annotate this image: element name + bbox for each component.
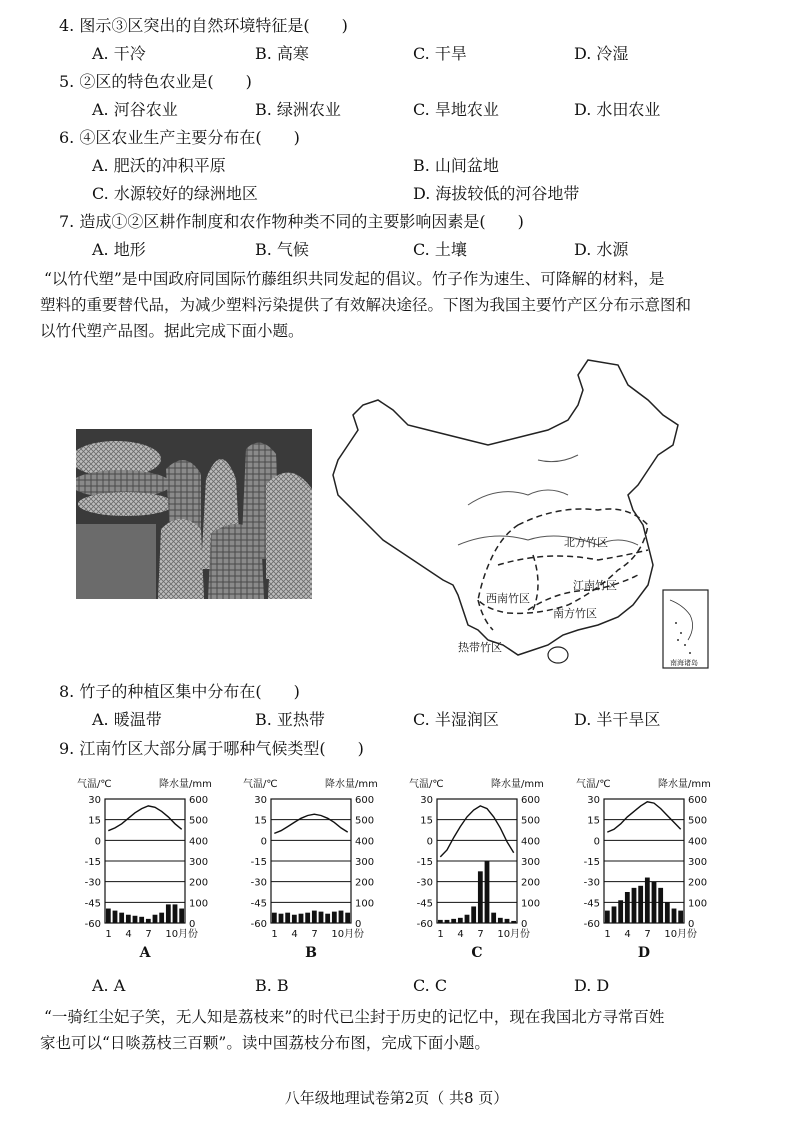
precip-tick-label: 200	[521, 877, 541, 889]
precip-bar	[173, 904, 178, 923]
precip-tick-label: 100	[355, 898, 375, 910]
label-north-bamboo: 北方竹区	[564, 536, 608, 549]
temperature-line	[440, 806, 513, 857]
month-tick-label: 4	[624, 929, 631, 940]
precip-tick-label: 600	[355, 795, 375, 806]
temp-tick-label: -60	[250, 919, 267, 930]
q8-option-d[interactable]: D. 半干旱区	[574, 710, 661, 729]
temp-tick-label: -15	[84, 857, 101, 868]
precip-bar	[478, 871, 483, 923]
q7-option-a[interactable]: A. 地形	[92, 240, 146, 259]
temp-tick-label: 0	[260, 836, 267, 848]
precip-bar	[332, 912, 337, 923]
precip-bar	[498, 918, 503, 923]
precip-bar	[612, 906, 617, 923]
chart-title: C	[471, 945, 483, 961]
label-south-bamboo: 南方竹区	[553, 607, 597, 620]
precip-tick-label: 100	[688, 898, 708, 910]
precip-tick-label: 400	[355, 836, 375, 848]
question-5-stem: 5. ②区的特色农业是( )	[59, 72, 252, 91]
q5-option-b[interactable]: B. 绿洲农业	[255, 100, 341, 119]
temp-tick-label: 0	[94, 836, 101, 848]
temp-axis-label: 气温/℃	[77, 779, 112, 790]
temperature-line	[607, 802, 680, 832]
precip-bar	[106, 909, 111, 923]
precip-bar	[166, 904, 171, 923]
q6-option-d[interactable]: D. 海拔较低的河谷地带	[413, 184, 580, 203]
precip-bar	[113, 911, 118, 923]
q4-option-b[interactable]: B. 高寒	[255, 44, 309, 63]
precip-bar	[605, 911, 610, 923]
precip-bar	[505, 919, 510, 923]
chart-title: D	[637, 945, 651, 961]
month-tick-label: 10月份	[664, 929, 698, 940]
temp-tick-label: -30	[416, 877, 433, 889]
precip-tick-label: 100	[521, 898, 541, 910]
precip-bar	[652, 882, 657, 923]
temp-tick-label: 30	[587, 795, 600, 806]
precip-bar	[146, 919, 151, 923]
temp-tick-label: -15	[583, 857, 600, 868]
temp-tick-label: -60	[583, 919, 600, 930]
precip-bar	[638, 886, 643, 923]
precip-bar	[345, 913, 350, 923]
precip-tick-label: 600	[688, 795, 708, 806]
temperature-line	[274, 814, 347, 833]
precip-tick-label: 300	[688, 857, 708, 868]
month-tick-label: 4	[125, 929, 132, 940]
south-china-sea-inset	[663, 590, 708, 668]
climate-chart-c	[409, 775, 559, 965]
q4-option-a[interactable]: A. 干冷	[92, 44, 146, 63]
chart-title: A	[139, 945, 151, 961]
precip-bar	[445, 920, 450, 923]
temp-tick-label: -15	[250, 857, 267, 868]
precip-bar	[279, 914, 284, 923]
temp-tick-label: 30	[420, 795, 433, 806]
q4-option-d[interactable]: D. 冷湿	[574, 44, 629, 63]
temp-tick-label: 0	[426, 836, 433, 848]
temp-tick-label: -60	[84, 919, 101, 930]
q8-option-c[interactable]: C. 半湿润区	[413, 710, 499, 729]
precip-tick-label: 300	[521, 857, 541, 868]
temp-tick-label: -45	[416, 898, 433, 910]
precip-tick-label: 300	[189, 857, 209, 868]
precip-bar	[119, 913, 124, 923]
precip-bar	[285, 913, 290, 923]
precip-tick-label: 500	[355, 815, 375, 827]
month-tick-label: 4	[457, 929, 464, 940]
precip-tick-label: 300	[355, 857, 375, 868]
q7-option-b[interactable]: B. 气候	[255, 240, 309, 259]
precip-tick-label: 500	[189, 815, 209, 827]
q5-option-c[interactable]: C. 旱地农业	[413, 100, 499, 119]
precip-bar	[299, 914, 304, 923]
precip-bar	[672, 909, 677, 923]
precip-tick-label: 0	[688, 919, 695, 930]
inset-label: 南海诸岛	[670, 659, 698, 667]
temp-axis-label: 气温/℃	[409, 779, 444, 790]
month-tick-label: 7	[644, 929, 651, 940]
question-6-stem: 6. ④区农业生产主要分布在( )	[59, 128, 300, 147]
question-9-stem: 9. 江南竹区大部分属于哪种气候类型( )	[59, 739, 364, 758]
climate-chart-b	[243, 775, 393, 965]
precip-bar	[133, 916, 138, 923]
precip-bar	[451, 919, 456, 923]
precip-bar	[126, 915, 131, 923]
passage-line: 塑料的重要替代品，为减少塑料污染提供了有效解决途径。下图为我国主要竹产区分布示意图和	[40, 296, 692, 314]
temp-tick-label: -30	[250, 877, 267, 889]
precip-bar	[658, 888, 663, 923]
precip-bar	[485, 861, 490, 923]
precip-bar	[153, 915, 158, 923]
q9-option-d[interactable]: D. D	[574, 976, 610, 995]
bamboo-products-photo	[76, 429, 312, 599]
passage-lychee	[40, 1004, 775, 1056]
q9-option-c[interactable]: C. C	[413, 976, 448, 995]
temp-tick-label: -45	[583, 898, 600, 910]
q6-option-b[interactable]: B. 山间盆地	[413, 156, 499, 175]
precip-bar	[319, 912, 324, 923]
temp-tick-label: 30	[88, 795, 101, 806]
precip-bar	[645, 878, 650, 923]
precip-tick-label: 400	[521, 836, 541, 848]
month-tick-label: 1	[604, 929, 611, 940]
precip-bar	[159, 913, 164, 923]
precip-bar	[438, 920, 443, 923]
precip-tick-label: 500	[688, 815, 708, 827]
precip-bar	[678, 911, 683, 923]
q5-option-d[interactable]: D. 水田农业	[574, 100, 661, 119]
passage-line: “一骑红尘妃子笑，无人知是荔枝来”的时代已尘封于历史的记忆中，现在我国北方寻常百姓	[44, 1008, 665, 1026]
month-tick-label: 1	[437, 929, 444, 940]
passage-line: “以竹代塑”是中国政府同国际竹藤组织共同发起的倡议。竹子作为速生、可降解的材料，是	[44, 270, 665, 288]
temp-tick-label: -30	[583, 877, 600, 889]
month-tick-label: 7	[145, 929, 152, 940]
bamboo-region-map	[318, 355, 718, 675]
precip-bar	[305, 913, 310, 923]
month-tick-label: 4	[291, 929, 298, 940]
precip-tick-label: 200	[688, 877, 708, 889]
q7-option-c[interactable]: C. 土壤	[413, 240, 467, 259]
precip-bar	[625, 892, 630, 923]
label-jiangnan-bamboo: 江南竹区	[573, 579, 617, 592]
precip-tick-label: 0	[521, 919, 528, 930]
temp-tick-label: -15	[416, 857, 433, 868]
precip-bar	[458, 918, 463, 923]
temp-tick-label: -30	[84, 877, 101, 889]
climate-chart-a	[77, 775, 227, 965]
precip-bar	[179, 909, 184, 923]
precip-bar	[511, 921, 516, 923]
page-footer: 八年级地理试卷第2页（ 共8 页）	[284, 1089, 509, 1107]
q9-option-b[interactable]: B. B	[255, 976, 289, 995]
precip-bar	[471, 906, 476, 923]
question-8-stem: 8. 竹子的种植区集中分布在( )	[59, 682, 300, 701]
temp-tick-label: 15	[587, 815, 600, 827]
precip-tick-label: 200	[355, 877, 375, 889]
precip-bar	[272, 913, 277, 923]
q8-option-a[interactable]: A. 暖温带	[92, 710, 162, 729]
precip-axis-label: 降水量/mm	[325, 779, 378, 790]
precip-tick-label: 100	[189, 898, 209, 910]
precip-bar	[618, 900, 623, 923]
month-tick-label: 1	[105, 929, 112, 940]
temperature-line	[108, 806, 181, 831]
climate-chart-d	[576, 775, 726, 965]
q4-option-c[interactable]: C. 干旱	[413, 44, 467, 63]
month-tick-label: 7	[311, 929, 318, 940]
precip-axis-label: 降水量/mm	[658, 779, 711, 790]
precip-bar	[665, 902, 670, 923]
month-tick-label: 10月份	[331, 929, 365, 940]
precip-axis-label: 降水量/mm	[159, 779, 212, 790]
passage-line: 家也可以“日啖荔枝三百颗”。读中国荔枝分布图，完成下面小题。	[40, 1034, 490, 1052]
precip-tick-label: 400	[688, 836, 708, 848]
q7-option-d[interactable]: D. 水源	[574, 240, 629, 259]
precip-tick-label: 400	[189, 836, 209, 848]
precip-bar	[632, 888, 637, 923]
china-outline	[333, 360, 678, 655]
temp-axis-label: 气温/℃	[576, 779, 611, 790]
month-tick-label: 10月份	[165, 929, 199, 940]
q6-option-a[interactable]: A. 肥沃的冲积平原	[92, 156, 226, 175]
month-tick-label: 7	[477, 929, 484, 940]
temp-tick-label: -45	[250, 898, 267, 910]
q9-option-a[interactable]: A. A	[92, 976, 126, 995]
temp-tick-label: -45	[84, 898, 101, 910]
precip-tick-label: 600	[189, 795, 209, 806]
q8-option-b[interactable]: B. 亚热带	[255, 710, 325, 729]
precip-bar	[491, 913, 496, 923]
temp-axis-label: 气温/℃	[243, 779, 278, 790]
temp-tick-label: 15	[88, 815, 101, 827]
q6-option-c[interactable]: C. 水源较好的绿洲地区	[92, 184, 258, 203]
precip-axis-label: 降水量/mm	[491, 779, 544, 790]
precip-bar	[139, 917, 144, 923]
temp-tick-label: 30	[254, 795, 267, 806]
precip-bar	[339, 911, 344, 923]
temp-tick-label: 15	[420, 815, 433, 827]
precip-bar	[292, 915, 297, 923]
precip-tick-label: 500	[521, 815, 541, 827]
label-southwest-bamboo: 西南竹区	[486, 592, 530, 605]
passage-line: 以竹代塑产品图。据此完成下面小题。	[40, 322, 304, 340]
precip-tick-label: 0	[355, 919, 362, 930]
precip-tick-label: 200	[189, 877, 209, 889]
temp-tick-label: 15	[254, 815, 267, 827]
temp-tick-label: 0	[593, 836, 600, 848]
passage-bamboo	[40, 266, 775, 344]
chart-title: B	[305, 945, 317, 961]
question-4-stem: 4. 图示③区突出的自然环境特征是( )	[59, 16, 348, 35]
precip-tick-label: 600	[521, 795, 541, 806]
precip-tick-label: 0	[189, 919, 196, 930]
month-tick-label: 10月份	[497, 929, 531, 940]
label-tropical-bamboo: 热带竹区	[458, 641, 502, 654]
question-7-stem: 7. 造成①②区耕作制度和农作物种类不同的主要影响因素是( )	[59, 212, 524, 231]
temp-tick-label: -60	[416, 919, 433, 930]
q5-option-a[interactable]: A. 河谷农业	[92, 100, 178, 119]
month-tick-label: 1	[271, 929, 278, 940]
precip-bar	[312, 911, 317, 923]
precip-bar	[465, 915, 470, 923]
precip-bar	[325, 914, 330, 923]
